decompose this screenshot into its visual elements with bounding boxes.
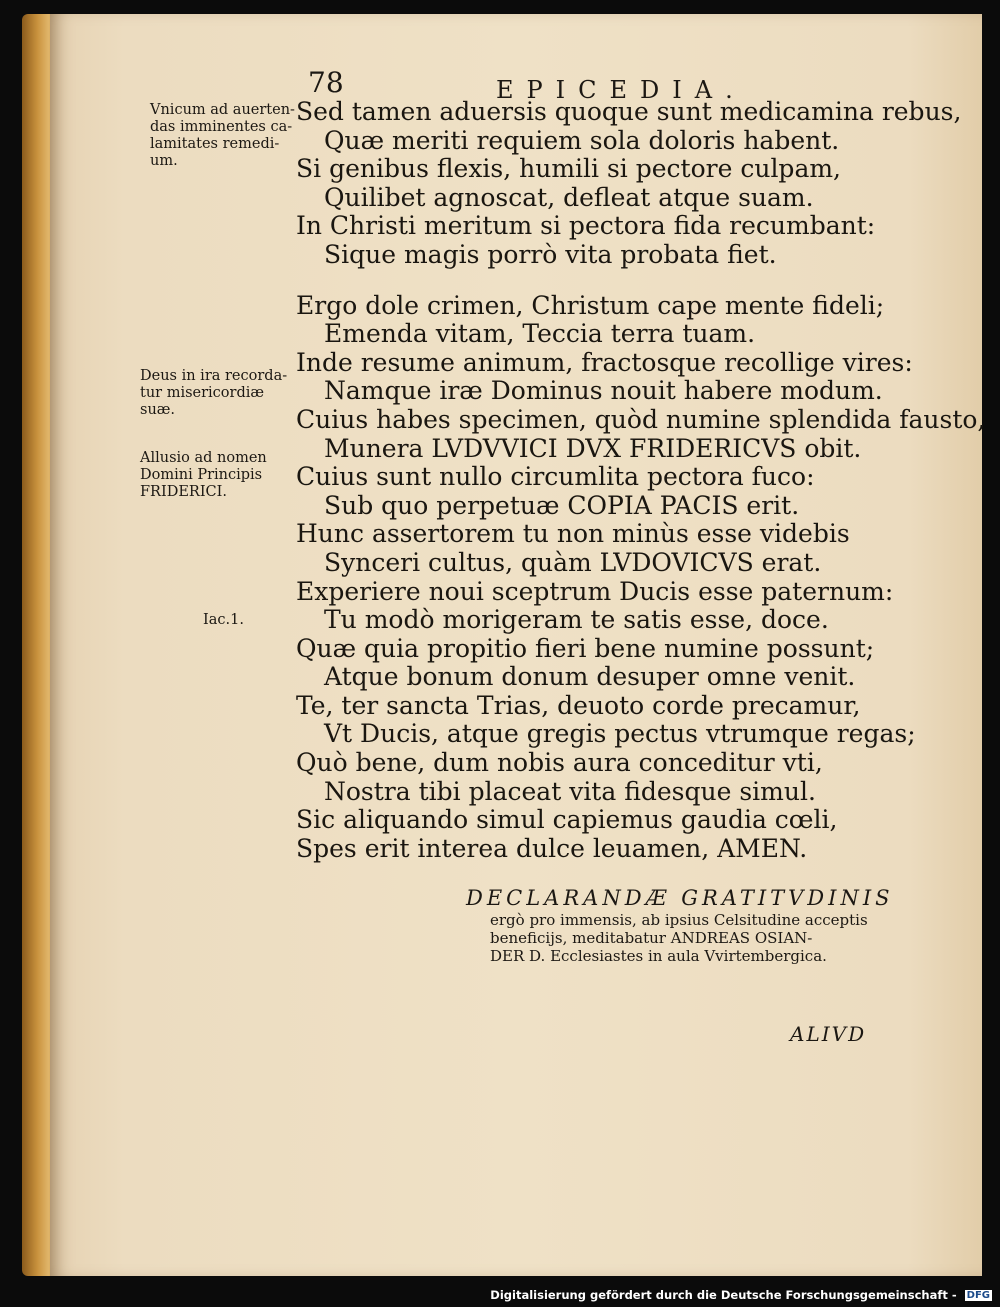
footer-text: Digitalisierung gefördert durch die Deutsche Forschungsgemeinschaft - — [490, 1288, 957, 1302]
dfg-logo-icon: DFG — [966, 1290, 990, 1301]
verse-line: Si genibus flexis, humili si pectore culpam, — [296, 154, 841, 184]
verse-line: Namque iræ Dominus nouit habere modum. — [324, 376, 883, 406]
verse-line: Atque bonum donum desuper omne venit. — [324, 662, 856, 692]
running-title: EPICEDIA. — [496, 76, 746, 104]
verse-line: Quò bene, dum nobis aura conceditur vti, — [296, 748, 823, 778]
verse-line: Sub quo perpetuæ COPIA PACIS erit. — [324, 490, 800, 520]
catchword: ALIVD — [790, 1022, 867, 1046]
verse-line: Sed tamen aduersis quoque sunt medicamina rebus, — [296, 97, 962, 126]
verse-line: Te, ter sancta Trias, deuoto corde precamur, — [296, 690, 861, 720]
marginal-note-mercy: Deus in ira recorda- tur misericordiæ suæ. — [140, 368, 288, 418]
verse-line: Sic aliquando simul capiemus gaudia cœli, — [296, 805, 838, 835]
verse-line: Synceri cultus, quàm LVDOVICVS erat. — [324, 547, 822, 577]
verse-line: In Christi meritum si pectora fida recumbant: — [296, 211, 876, 241]
page-number: 78 — [308, 66, 344, 99]
digitization-footer — [490, 1288, 992, 1302]
verse-line: Quæ meriti requiem sola doloris habent. — [324, 125, 840, 155]
verse-line: Quilibet agnoscat, defleat atque suam. — [324, 182, 814, 212]
verse-block — [296, 97, 986, 863]
verse-line: Emenda vitam, Teccia terra tuam. — [324, 319, 756, 349]
verse-line: Hunc assertorem tu non minùs esse videbis — [296, 519, 850, 549]
marginal-note-remedy: Vnicum ad auerten- das imminentes ca- lamitates remedi- um. — [150, 102, 295, 169]
marginal-note-citation: Iac.1. — [203, 612, 244, 628]
verse-line: Tu modò morigeram te satis esse, doce. — [324, 605, 829, 635]
verse-line: Inde resume animum, fractosque recollige vires: — [296, 347, 913, 377]
verse-line: Munera LVDVVICI DVX FRIDERICVS obit. — [324, 433, 862, 463]
verse-line: Cuius habes specimen, quòd numine splendida fausto, — [296, 404, 986, 434]
colophon-title: DECLARANDÆ GRATITVDINIS — [466, 886, 894, 910]
colophon-line: DER D. Ecclesiastes in aula Vvirtembergica. — [490, 947, 827, 965]
colophon-line: beneficijs, meditabatur ANDREAS OSIAN- — [490, 929, 813, 947]
verse-line: Nostra tibi placeat vita fidesque simul. — [324, 776, 816, 806]
verse-line: Cuius sunt nullo circumlita pectora fuco: — [296, 462, 815, 492]
colophon-line: ergò pro immensis, ab ipsius Celsitudine acceptis — [490, 911, 868, 929]
verse-line: Spes erit interea dulce leuamen, AMEN. — [296, 833, 808, 863]
verse-line: Experiere noui sceptrum Ducis esse paternum: — [296, 576, 894, 606]
verse-line: Vt Ducis, atque gregis pectus vtrumque regas; — [324, 719, 916, 749]
colophon — [466, 885, 894, 965]
marginal-note-allusion: Allusio ad nomen Domini Principis FRIDERICI. — [140, 450, 267, 500]
verse-line: Ergo dole crimen, Christum cape mente fideli; — [296, 290, 885, 320]
verse-line: Quæ quia propitio fieri bene numine possunt; — [296, 633, 875, 663]
verse-line: Sique magis porrò vita probata fiet. — [324, 239, 777, 269]
